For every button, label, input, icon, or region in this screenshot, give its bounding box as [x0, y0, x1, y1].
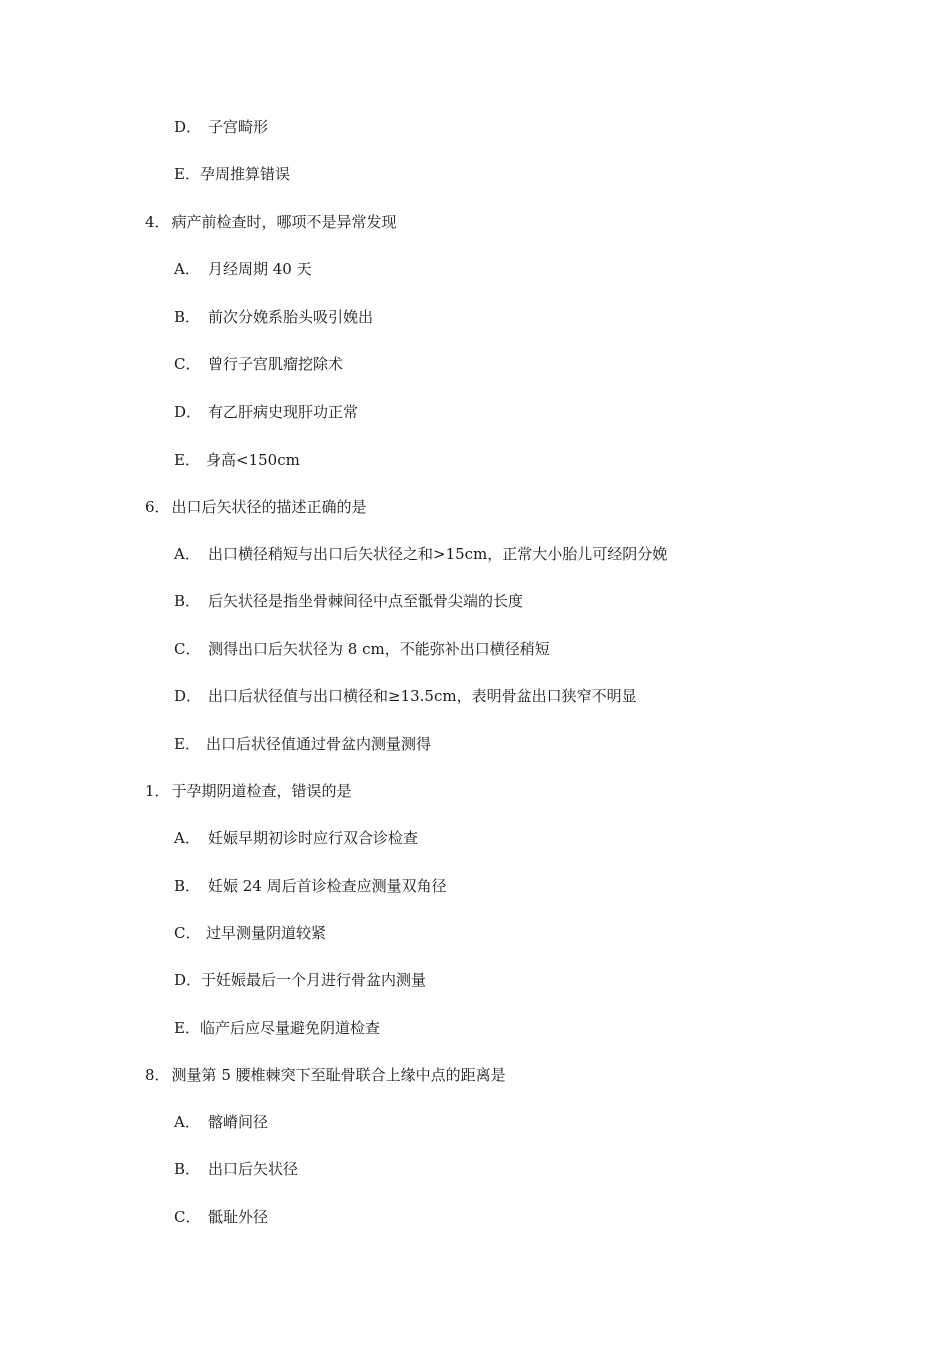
option-line: [174, 828, 418, 848]
question-text: 测量第 5 腰椎棘突下至耻骨联合上缘中点的距离是: [171, 1066, 506, 1084]
option-line: [174, 1207, 268, 1227]
question-line: [145, 781, 352, 801]
option-line: [174, 1112, 268, 1132]
option-text: 前次分娩系胎头吸引娩出: [208, 308, 374, 326]
option-line: [174, 876, 447, 896]
option-label: C．: [174, 924, 201, 942]
option-label: D．: [174, 971, 202, 989]
option-label: A．: [174, 260, 200, 278]
option-text: 有乙肝病史现肝功正常: [208, 403, 359, 421]
option-line: [174, 923, 326, 943]
option-label: D．: [174, 403, 202, 421]
option-label: C．: [174, 355, 201, 373]
option-label: C．: [174, 1208, 201, 1226]
option-line: [174, 1159, 298, 1179]
option-line: [174, 259, 312, 279]
option-line: [174, 591, 523, 611]
option-text: 过早测量阴道较紧: [206, 924, 327, 942]
option-label: A．: [174, 1113, 200, 1131]
option-label: B．: [174, 592, 201, 610]
option-text: 出口横径稍短与出口后矢状径之和>15cm，正常大小胎儿可经阴分娩: [208, 545, 668, 563]
question-line: [145, 497, 367, 517]
option-line: [174, 450, 300, 470]
question-line: [145, 212, 397, 232]
option-line: [174, 639, 550, 659]
option-label: E．: [174, 165, 200, 183]
option-text: 孕周推算错误: [199, 165, 290, 183]
option-text: 月经周期 40 天: [208, 260, 312, 278]
option-label: B．: [174, 877, 201, 895]
option-label: E．: [174, 1019, 200, 1037]
question-number: 6．: [145, 498, 170, 516]
question-text: 于孕期阴道检查，错误的是: [171, 782, 352, 800]
option-text: 测得出口后矢状径为 8 cm，不能弥补出口横径稍短: [208, 640, 550, 658]
option-label: B．: [174, 1160, 201, 1178]
option-text: 髂嵴间径: [208, 1113, 269, 1131]
question-number: 4．: [145, 213, 170, 231]
option-label: A．: [174, 829, 200, 847]
question-text: 出口后矢状径的描述正确的是: [171, 498, 367, 516]
option-label: D．: [174, 687, 202, 705]
question-text: 病产前检查时，哪项不是异常发现: [171, 213, 397, 231]
question-number: 1．: [145, 782, 170, 800]
option-line: [174, 117, 268, 137]
question-line: [145, 1065, 506, 1085]
option-label: C．: [174, 640, 201, 658]
option-text: 子宫畸形: [208, 118, 269, 136]
option-label: B．: [174, 308, 201, 326]
option-line: [174, 402, 358, 422]
option-line: [174, 164, 290, 184]
option-text: 身高<150cm: [206, 451, 300, 469]
option-text: 妊娠 24 周后首诊检查应测量双角径: [208, 877, 447, 895]
option-label: E．: [174, 735, 200, 753]
option-text: 出口后矢状径: [208, 1160, 299, 1178]
option-label: D．: [174, 118, 202, 136]
question-number: 8．: [145, 1066, 170, 1084]
option-text: 后矢状径是指坐骨棘间径中点至骶骨尖端的长度: [208, 592, 524, 610]
option-text: 妊娠早期初诊时应行双合诊检查: [208, 829, 419, 847]
option-line: [174, 734, 431, 754]
option-line: [174, 970, 426, 990]
option-line: [174, 544, 667, 564]
option-text: 于妊娠最后一个月进行骨盆内测量: [201, 971, 427, 989]
option-label: A．: [174, 545, 200, 563]
option-text: 临产后应尽量避免阴道检查: [199, 1019, 380, 1037]
option-line: [174, 686, 637, 706]
option-text: 出口后状径值与出口横径和≥13.5cm，表明骨盆出口狭窄不明显: [208, 687, 637, 705]
option-text: 曾行子宫肌瘤挖除术: [208, 355, 344, 373]
option-line: [174, 307, 373, 327]
option-text: 出口后状径值通过骨盆内测量测得: [206, 735, 432, 753]
option-line: [174, 354, 343, 374]
option-label: E．: [174, 451, 200, 469]
option-text: 骶耻外径: [208, 1208, 269, 1226]
option-line: [174, 1018, 380, 1038]
